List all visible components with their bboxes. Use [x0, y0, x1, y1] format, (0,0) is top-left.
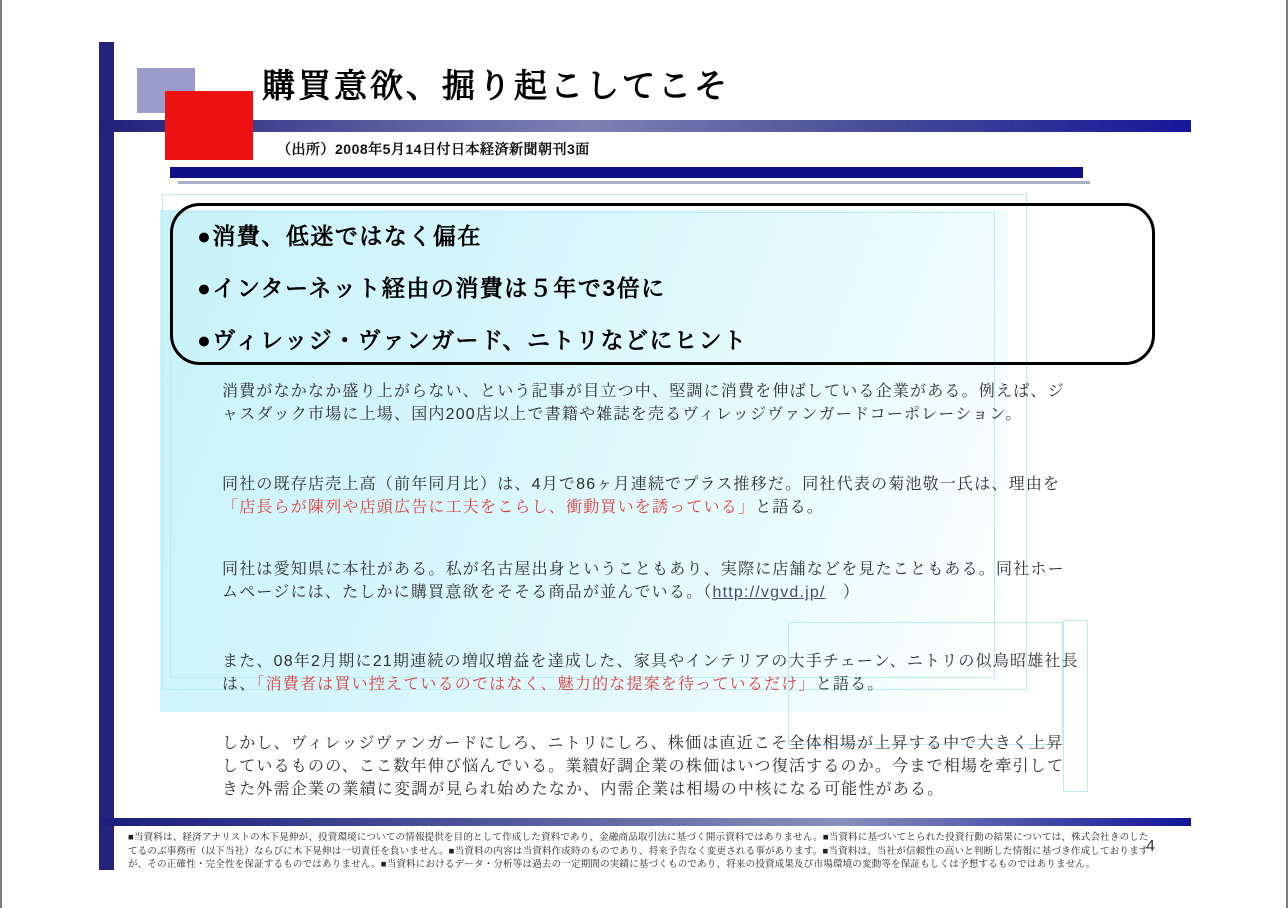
- highlight-box: [170, 203, 1155, 365]
- disclaimer-text: [128, 831, 1149, 872]
- paragraph-4-tail: と語る。: [815, 676, 885, 693]
- source-underline-bar: [170, 167, 1083, 178]
- disclaimer-line-2: てるのぶ事務所（以下当社）ならびに木下晃伸は一切責任を負いません。■当資料の内容は当資料作成時のものであり、将来予告なく変更される事があります。■当資料は、当社が信頼性の高いと判断した情報に基づき作成しております: [128, 845, 1149, 857]
- page-border-left: [0, 0, 2, 908]
- paragraph-4-lead: また、08年2月期に21期連続の増収増益を達成した、家具やインテリアの大手チェーン、ニトリの似鳥昭雄社長は、: [222, 653, 1079, 693]
- source-underline-shadow: [178, 181, 1090, 184]
- body-paragraph-1: 消費がなかなか盛り上がらない、という記事が目立つ中、堅調に消費を伸ばしている企業がある。例えば、ジャスダック市場に上場、国内200店以上で書籍や雑誌を売るヴィレッジヴァンガードコーポレーション。: [222, 383, 1065, 423]
- body-paragraph-5: しかし、ヴィレッジヴァンガードにしろ、ニトリにしろ、株価は直近こそ全体相場が上昇する中で大きく上昇しているものの、ここ数年伸び悩んでいる。業績好調企業の株価はいつ復活するのか。今まで相場を牽引してきた外需企業の業績に変調が見られ始めたなか、内需企業は相場の中核になる可能性がある。: [222, 735, 1065, 798]
- highlight-bullet-3: ●ヴィレッジ・ヴァンガード、ニトリなどにヒント: [197, 327, 748, 353]
- disclaimer-line-3: が、その正確性・完全性を保証するものではありません。■当資料におけるデータ・分析等は過去の一定期間の実績に基づくものであり、将来の投資成果及び市場環境の変動等を保証もしくは予想するものではありません。: [128, 859, 1096, 870]
- left-accent-bar: [99, 42, 114, 870]
- paragraph-4-quote-red: 「消費者は買い控えているのではなく、魅力的な提案を待っているだけ」: [256, 676, 816, 693]
- page-title: 購買意欲、掘り起こしてこそ: [262, 67, 730, 104]
- body-paragraph-4: [222, 650, 1080, 696]
- highlight-bullet-2: ●インターネット経由の消費は５年で3倍に: [197, 275, 666, 301]
- paragraph-2-tail: と語る。: [755, 499, 825, 516]
- vgvd-hyperlink[interactable]: http://vgvd.jp/: [712, 584, 826, 601]
- body-paragraph-2: [222, 473, 1080, 519]
- paragraph-2-lead: 同社の既存店売上高（前年同月比）は、4月で86ヶ月連続でプラス推移だ。同社代表の菊池敬一氏は、理由を: [222, 476, 1061, 493]
- paragraph-3-tail: ）: [825, 584, 861, 601]
- red-accent-square: [165, 91, 253, 160]
- title-underline-bar: [99, 120, 1191, 132]
- disclaimer-line-1: ■当資料は、経済アナリストの木下晃伸が、投資環境についての情報提供を目的として作成した資料であり、金融商品取引法に基づく開示資料ではありません。■当資料に基づいてとられた投資行動の結果については、株式会社きのした: [128, 832, 1149, 843]
- paragraph-2-quote-red: 「店長らが陳列や店頭広告に工夫をこらし、衝動買いを誘っている」: [222, 499, 756, 516]
- highlight-bullet-1: ●消費、低迷ではなく偏在: [197, 223, 482, 249]
- paragraph-3-lead: 同社は愛知県に本社がある。私が名古屋出身ということもあり、実際に店舗などを見たこともある。同社ホームページには、たしかに購買意欲をそそる商品が並んでいる。（: [222, 561, 1065, 601]
- footer-divider-bar: [99, 818, 1191, 826]
- page-number: 4: [1146, 838, 1155, 855]
- body-paragraph-3: [222, 558, 1080, 604]
- source-citation: （出所）2008年5月14日付日本経済新聞朝刊3面: [277, 141, 590, 157]
